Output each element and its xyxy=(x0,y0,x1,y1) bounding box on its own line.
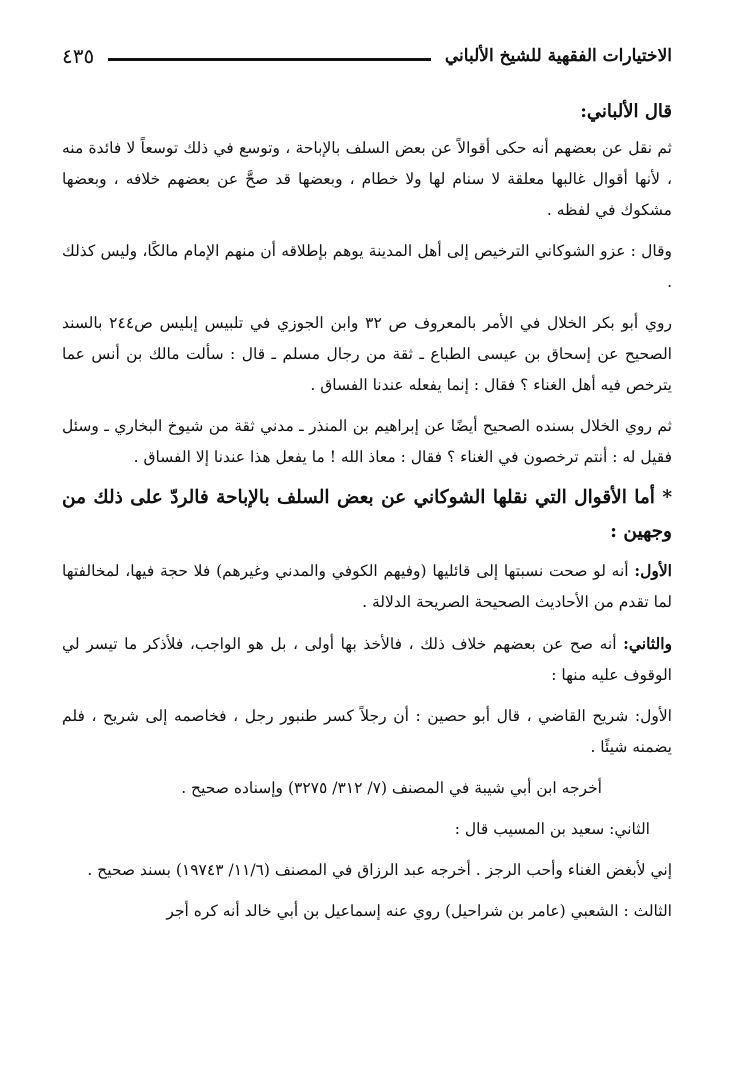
item-1: الأول: شريح القاضي ، قال أبو حصين : أن رجلاً كسر طنبور رجل ، فخاصمه إلى شريح ، فلم يضمنه شيئًا . xyxy=(62,707,672,756)
point-second xyxy=(62,628,672,691)
page xyxy=(62,30,672,927)
point-second-lead: والثاني: xyxy=(623,634,672,653)
paragraph-3: روي أبو بكر الخلال في الأمر بالمعروف ص ٣٢ وابن الجوزي في تلبيس إبليس ص٢٤٤ بالسند الصحيح عن إسحاق بن عيسى الطباع ـ ثقة من رجال مسلم ـ قال : سألت مالك بن أنس عما يترخص فيه أهل الغناء ؟ فقال : إنما يفعله عندنا الفساق . xyxy=(62,314,672,394)
item-1-source: أخرجه ابن أبي شيبة في المصنف (٧/ ٣١٢/ ٣٢٧٥) وإسناده صحيح . xyxy=(181,779,602,797)
paragraph-4: ثم روي الخلال بسنده الصحيح أيضًا عن إبراهيم بن المنذر ـ مدني ثقة من شيوخ البخاري ـ وسئل فقيل له : أنتم ترخصون في الغناء ؟ فقال : معاذ الله ! ما يفعل هذا عندنا إلا الفساق . xyxy=(62,417,672,466)
section-title: * أما الأقوال التي نقلها الشوكاني عن بعض السلف بالإباحة فالردّ على ذلك من وجهين : xyxy=(62,487,672,542)
point-first xyxy=(62,555,672,618)
point-first-lead: الأول: xyxy=(634,561,672,580)
item-2: الثاني: سعيد بن المسيب قال : xyxy=(454,820,650,838)
header-rule xyxy=(108,58,431,61)
paragraph-1: ثم نقل عن بعضهم أنه حكى أقوالاً عن بعض السلف بالإباحة ، وتوسع في ذلك توسعاً لا فائدة منه ، لأنها أقوال غالبها معلقة لا سنام لها ولا خطام ، وبعضها قد صحَّ عن بعضهم خلافه ، وبعضها مشكوك في لفظه . xyxy=(62,139,672,219)
running-title: الاختيارات الفقهية للشيخ الألباني xyxy=(444,46,672,66)
section-heading: قال الألباني: xyxy=(580,101,672,122)
item-2-quote: إني لأبغض الغناء وأحب الرجز . أخرجه عبد الرزاق في المصنف (١١/٦/ ١٩٧٤٣) بسند صحيح . xyxy=(87,861,672,879)
page-header xyxy=(62,30,672,82)
paragraph-2: وقال : عزو الشوكاني الترخيص إلى أهل المدينة يوهم بإطلاقه أن منهم الإمام مالكًا، وليس كذلك . xyxy=(62,242,672,291)
point-second-text: أنه صح عن بعضهم خلاف ذلك ، فالأخذ بها أولى ، بل هو الواجب، فلأذكر ما تيسر لي الوقوف عليه منها : xyxy=(62,635,672,684)
item-3: الثالث : الشعبي (عامر بن شراحيل) روي عنه إسماعيل بن أبي خالد أنه كره أجر xyxy=(166,902,672,920)
point-first-text: أنه لو صحت نسبتها إلى قائليها (وفيهم الكوفي والمدني وغيرهم) فلا حجة فيها، لمخالفتها لما تقدم من الأحاديث الصحيحة الصريحة الدلالة . xyxy=(62,562,672,611)
page-number: ٤٣٥ xyxy=(62,44,95,68)
